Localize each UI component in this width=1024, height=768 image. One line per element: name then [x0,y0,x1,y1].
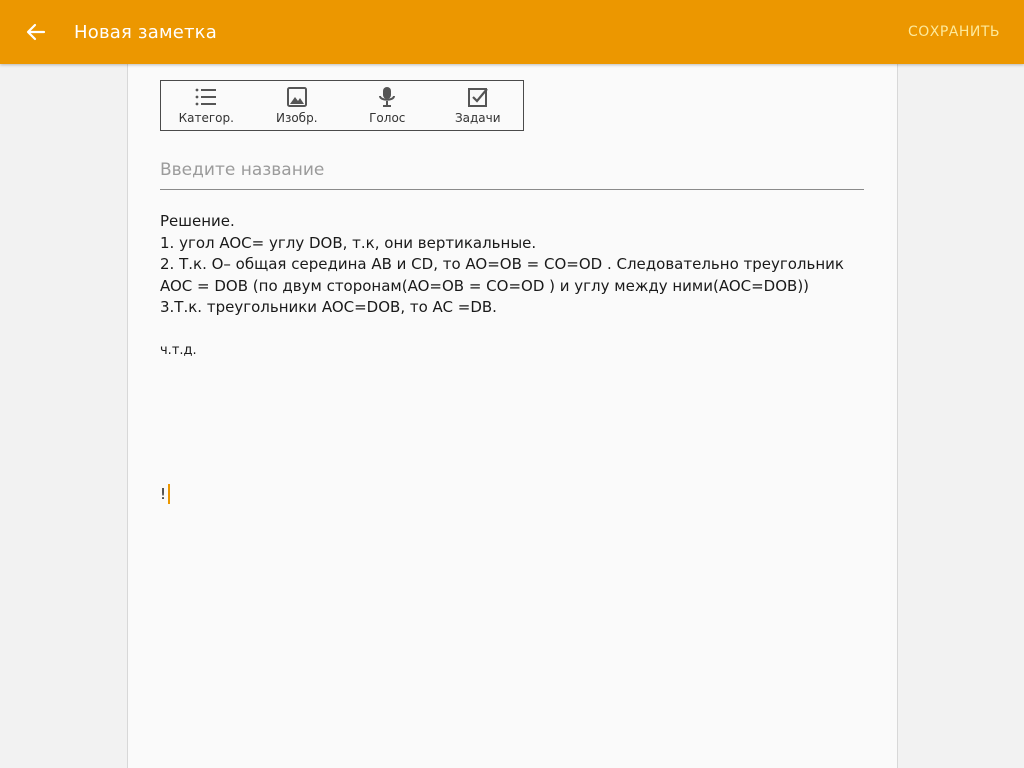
image-icon [286,86,308,108]
toolbar-image-label: Изобр. [275,111,318,125]
note-line: 3.Т.к. треугольники AOC=DOB, то AC =DB. [160,298,497,316]
toolbar-image-button[interactable] [252,81,343,130]
app-bar [0,0,1024,64]
note-last-text: ! [160,485,167,503]
note-line: 1. угол AOC= углу DOB, т.к, они вертикальные. [160,233,537,252]
toolbar-tasks-label: Задачи [454,111,501,125]
note-title-input[interactable] [160,150,864,190]
list-icon [194,86,218,108]
page-title: Новая заметка [74,22,217,43]
toolbar-tasks-button[interactable] [433,81,524,130]
note-line: Решение. [160,212,235,230]
back-button[interactable] [20,16,52,48]
text-caret [168,484,170,504]
arrow-left-icon [26,22,46,42]
note-last-line[interactable] [160,483,170,505]
toolbar-categories-button[interactable] [161,81,252,130]
toolbar-voice-label: Голос [369,111,406,125]
note-line: 2. Т.к. O– общая середина AB и CD, то AO=OB = CO=OD . Следовательно треугольник AOC = DOB (по двум сторонам(AO=OB = CO=OD ) и углу между ними(AOC=DOB)) [160,255,844,295]
toolbar-categories-label: Категор. [178,111,234,125]
microphone-icon [376,86,398,108]
toolbar-voice-button[interactable] [342,81,433,130]
checkbox-icon [467,86,489,108]
note-signoff: ч.т.д. [160,343,197,358]
note-body[interactable] [160,211,864,362]
note-card [127,64,898,768]
note-toolbar [160,80,524,131]
save-button[interactable]: СОХРАНИТЬ [907,24,1000,40]
